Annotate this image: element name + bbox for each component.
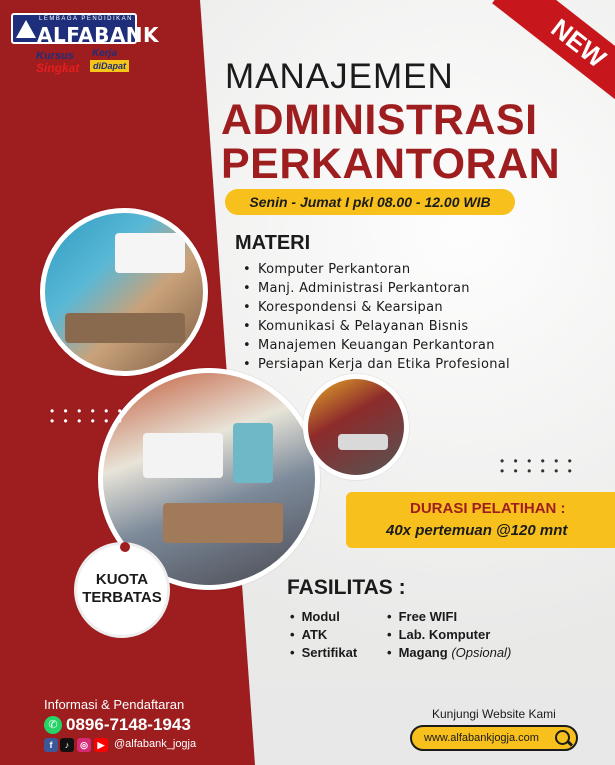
decorative-dots: • • • • • • • • • • • • — [500, 454, 575, 478]
window — [233, 423, 273, 483]
list-item: • Komunikasi & Pelayanan Bisnis — [243, 319, 510, 338]
list-item: • Lab. Komputer — [387, 627, 511, 645]
list-item: • Manajemen Keuangan Perkantoran — [243, 338, 510, 357]
duration-label: DURASI PELATIHAN : — [410, 500, 566, 517]
social-handle[interactable]: @alfabank_jogja — [114, 738, 197, 750]
tiktok-icon[interactable]: ♪ — [60, 738, 74, 752]
whiteboard — [143, 433, 223, 478]
facility-label: Magang — [398, 645, 448, 660]
class-photo-3 — [303, 374, 409, 480]
contact-heading: Informasi & Pendaftaran — [44, 697, 185, 712]
decorative-dots: • • • • • • • • • • • • — [50, 404, 125, 428]
whiteboard — [115, 233, 185, 273]
title-line-3: PERKANTORAN — [221, 140, 561, 188]
list-item: • Modul — [290, 609, 357, 627]
optional-note: (Opsional) — [451, 645, 512, 660]
table — [163, 503, 283, 543]
materi-heading: MATERI — [235, 232, 311, 254]
phone-number[interactable]: 0896-7148-1943 — [66, 715, 191, 734]
duration-value: 40x pertemuan @120 mnt — [386, 522, 568, 539]
list-item: • Sertifikat — [290, 645, 357, 663]
list-item: • ATK — [290, 627, 357, 645]
search-icon[interactable] — [555, 730, 570, 745]
instagram-icon[interactable]: ◎ — [77, 738, 91, 752]
logo-tagline-kursus: Kursus — [36, 50, 74, 62]
website-label: Kunjungi Website Kami — [432, 707, 556, 721]
laptop — [338, 434, 388, 450]
list-item: • Manj. Administrasi Perkantoran — [243, 281, 510, 300]
facilities-list-right — [387, 609, 511, 663]
duration-box — [346, 492, 615, 548]
logo-subtitle: LEMBAGA PENDIDIKAN — [39, 16, 134, 22]
quota-badge — [74, 542, 170, 638]
whatsapp-icon: ✆ — [44, 716, 62, 734]
new-badge-label: NEW — [545, 12, 613, 74]
title-line-2: ADMINISTRASI — [221, 96, 538, 144]
logo-tagline-kerja: Kerja — [92, 48, 118, 59]
website-link[interactable] — [410, 725, 578, 751]
title-line-1: MANAJEMEN — [225, 57, 454, 96]
facilities-heading: FASILITAS : — [287, 576, 406, 599]
youtube-icon[interactable]: ▶ — [94, 738, 108, 752]
quota-line-2: TERBATAS — [82, 589, 162, 606]
logo-tagline-didapat: diDapat — [90, 60, 129, 72]
table — [65, 313, 185, 343]
logo — [11, 13, 160, 47]
class-photo-1 — [40, 208, 208, 376]
logo-name: ALFABANK — [37, 23, 160, 47]
logo-tagline-singkat: Singkat — [36, 61, 80, 75]
logo-mark-icon — [16, 20, 36, 38]
list-item — [387, 645, 511, 663]
website-url[interactable]: www.alfabankjogja.com — [424, 732, 539, 744]
quota-line-1: KUOTA — [95, 571, 149, 588]
schedule-banner: Senin - Jumat I pkl 08.00 - 12.00 WIB — [225, 189, 515, 215]
pin-icon — [120, 542, 130, 552]
list-item: • Free WIFI — [387, 609, 511, 627]
list-item: • Komputer Perkantoran — [243, 262, 510, 281]
list-item: • Korespondensi & Kearsipan — [243, 300, 510, 319]
facilities-list-left — [290, 609, 357, 663]
list-item: • Persiapan Kerja dan Etika Profesional — [243, 357, 510, 376]
facebook-icon[interactable]: f — [44, 738, 58, 752]
materi-list — [243, 262, 510, 376]
